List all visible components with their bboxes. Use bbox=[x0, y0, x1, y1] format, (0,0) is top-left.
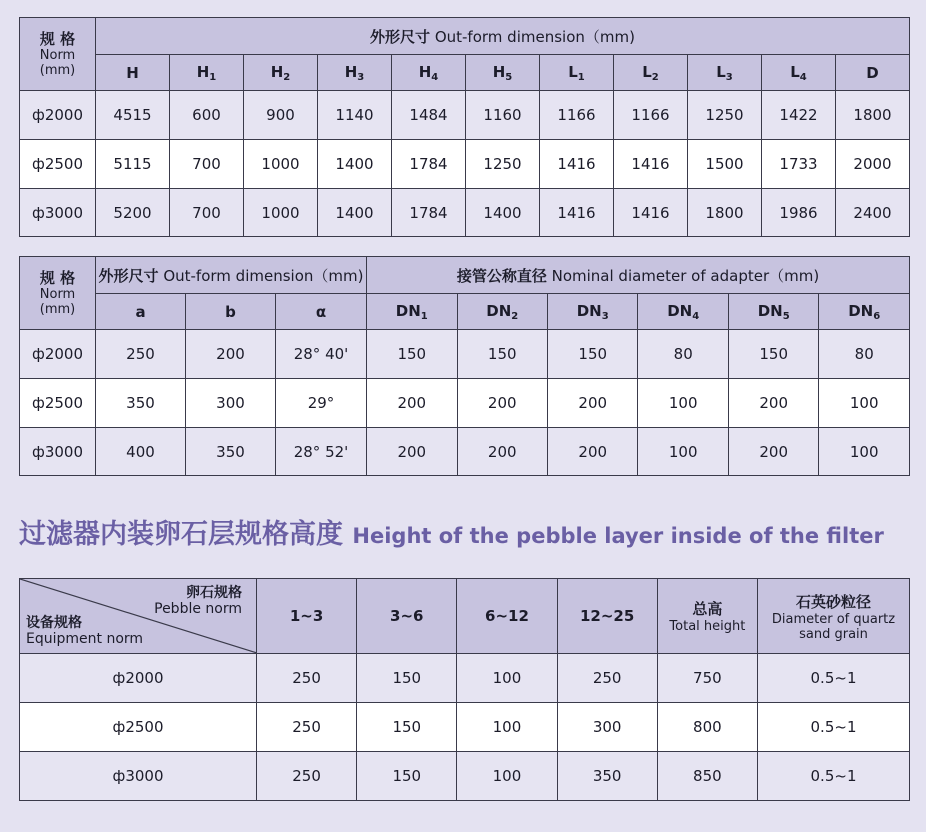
value-cell: 150 bbox=[357, 752, 457, 801]
value-cell: 1160 bbox=[466, 91, 540, 140]
value-cell: 150 bbox=[367, 330, 457, 379]
column-header-subscript: 1 bbox=[420, 310, 428, 322]
column-header-subscript: 3 bbox=[601, 310, 609, 322]
column-header bbox=[318, 55, 392, 91]
column-header bbox=[836, 55, 910, 91]
value-cell: 1400 bbox=[318, 140, 392, 189]
norm-header-cell bbox=[20, 18, 96, 91]
column-header bbox=[276, 294, 367, 330]
column-header-subscript: 3 bbox=[357, 71, 365, 83]
value-cell: 1733 bbox=[762, 140, 836, 189]
adapter-group-en: Nominal diameter of adapter（mm) bbox=[551, 266, 820, 285]
column-header bbox=[466, 55, 540, 91]
outform-group-en: Out-form dimension（mm) bbox=[163, 266, 364, 285]
spec-cell: ф3000 bbox=[20, 752, 257, 801]
equipment-norm-en: Equipment norm bbox=[26, 631, 144, 647]
column-header bbox=[244, 55, 318, 91]
value-cell: 150 bbox=[728, 330, 818, 379]
table-row bbox=[20, 654, 910, 703]
value-cell: 1416 bbox=[614, 140, 688, 189]
column-header-subscript: 5 bbox=[505, 71, 513, 83]
value-cell: 1784 bbox=[392, 189, 466, 237]
value-cell: 1416 bbox=[540, 140, 614, 189]
column-header-label: H bbox=[196, 62, 210, 81]
pebble-norm-zh: 卵石规格 bbox=[186, 585, 242, 601]
pebble-size-header: 12~25 bbox=[557, 579, 657, 654]
value-cell: 100 bbox=[638, 428, 728, 476]
value-cell: 1484 bbox=[392, 91, 466, 140]
adapter-group-header bbox=[367, 257, 910, 294]
value-cell: 250 bbox=[257, 703, 357, 752]
table-row bbox=[20, 428, 910, 476]
table-row bbox=[20, 703, 910, 752]
value-cell: 29° bbox=[276, 379, 367, 428]
outform-group-en: Out-form dimension（mm) bbox=[434, 27, 635, 46]
value-cell: 1000 bbox=[244, 140, 318, 189]
column-header-subscript: 4 bbox=[692, 310, 700, 322]
spec-cell: ф2500 bbox=[20, 703, 257, 752]
table-row bbox=[20, 189, 910, 237]
value-cell: 5200 bbox=[96, 189, 170, 237]
value-cell: 1140 bbox=[318, 91, 392, 140]
outform-group-header bbox=[96, 257, 367, 294]
quartz-diameter-zh: 石英砂粒径 bbox=[795, 592, 871, 611]
column-header-label: a bbox=[135, 302, 146, 321]
quartz-diameter-en: Diameter of quartz bbox=[771, 611, 896, 627]
value-cell: 200 bbox=[547, 379, 637, 428]
table-row bbox=[20, 752, 910, 801]
column-header bbox=[638, 294, 728, 330]
column-header-row bbox=[20, 579, 910, 654]
value-cell: 0.5~1 bbox=[758, 654, 910, 703]
pebble-norm-label bbox=[154, 585, 242, 617]
value-cell: 150 bbox=[547, 330, 637, 379]
value-cell: 350 bbox=[557, 752, 657, 801]
column-header bbox=[457, 294, 547, 330]
column-header-label: DN bbox=[576, 301, 602, 320]
column-header-label: L bbox=[568, 62, 578, 81]
value-cell: 1400 bbox=[466, 189, 540, 237]
column-header bbox=[96, 294, 186, 330]
value-cell: 600 bbox=[170, 91, 244, 140]
value-cell: 1166 bbox=[614, 91, 688, 140]
value-cell: 100 bbox=[638, 379, 728, 428]
column-header-label: DN bbox=[757, 301, 783, 320]
column-header bbox=[688, 55, 762, 91]
value-cell: 200 bbox=[547, 428, 637, 476]
value-cell: 1422 bbox=[762, 91, 836, 140]
spec-cell: ф2000 bbox=[20, 91, 96, 140]
column-header-label: H bbox=[126, 63, 139, 82]
value-cell: 100 bbox=[819, 379, 910, 428]
value-cell: 850 bbox=[657, 752, 757, 801]
column-header bbox=[186, 294, 276, 330]
column-header bbox=[540, 55, 614, 91]
column-header-subscript: 4 bbox=[799, 71, 807, 83]
value-cell: 1986 bbox=[762, 189, 836, 237]
diagonal-corner bbox=[20, 579, 256, 653]
value-cell: 200 bbox=[186, 330, 276, 379]
table-row bbox=[20, 330, 910, 379]
value-cell: 80 bbox=[819, 330, 910, 379]
spec-cell: ф2000 bbox=[20, 654, 257, 703]
value-cell: 700 bbox=[170, 140, 244, 189]
column-header bbox=[392, 55, 466, 91]
value-cell: 1400 bbox=[318, 189, 392, 237]
column-header-row bbox=[20, 55, 910, 91]
column-header-label: DN bbox=[395, 301, 421, 320]
column-header-subscript: 2 bbox=[283, 71, 291, 83]
table-body bbox=[20, 91, 910, 237]
column-header-label: L bbox=[716, 62, 726, 81]
value-cell: 350 bbox=[96, 379, 186, 428]
column-header-subscript: 2 bbox=[651, 71, 659, 83]
value-cell: 4515 bbox=[96, 91, 170, 140]
column-header-label: H bbox=[270, 62, 284, 81]
column-header-label: H bbox=[418, 62, 432, 81]
column-header-subscript: 1 bbox=[209, 71, 217, 83]
column-header bbox=[819, 294, 910, 330]
value-cell: 1416 bbox=[614, 189, 688, 237]
section-title-zh: 过滤器内装卵石层规格高度 bbox=[19, 519, 343, 550]
outform-group-zh: 外形尺寸 bbox=[98, 266, 159, 285]
quartz-diameter-en: sand grain bbox=[799, 626, 868, 642]
value-cell: 1800 bbox=[688, 189, 762, 237]
column-header-subscript: 4 bbox=[431, 71, 439, 83]
column-header-subscript: 5 bbox=[782, 310, 790, 322]
pebble-size-header: 3~6 bbox=[357, 579, 457, 654]
column-header-subscript: 3 bbox=[725, 71, 733, 83]
spec-cell: ф2000 bbox=[20, 330, 96, 379]
total-height-en: Total height bbox=[669, 619, 746, 634]
value-cell: 400 bbox=[96, 428, 186, 476]
spec-cell: ф2500 bbox=[20, 379, 96, 428]
value-cell: 300 bbox=[557, 703, 657, 752]
value-cell: 350 bbox=[186, 428, 276, 476]
total-height-zh: 总高 bbox=[692, 600, 723, 618]
column-header-row bbox=[20, 294, 910, 330]
value-cell: 80 bbox=[638, 330, 728, 379]
equipment-norm-label bbox=[26, 615, 143, 647]
column-header-label: α bbox=[315, 302, 327, 321]
column-header-subscript: 1 bbox=[577, 71, 585, 83]
value-cell: 2000 bbox=[836, 140, 910, 189]
value-cell: 200 bbox=[728, 428, 818, 476]
value-cell: 250 bbox=[257, 654, 357, 703]
norm-header-en: Norm bbox=[39, 48, 76, 63]
spec-cell: ф3000 bbox=[20, 428, 96, 476]
outform-group-header bbox=[96, 18, 910, 55]
value-cell: 0.5~1 bbox=[758, 752, 910, 801]
pebble-norm-en: Pebble norm bbox=[154, 601, 242, 617]
section-title-en: Height of the pebble layer inside of the filter bbox=[352, 524, 884, 548]
value-cell: 150 bbox=[357, 654, 457, 703]
column-header bbox=[762, 55, 836, 91]
value-cell: 100 bbox=[819, 428, 910, 476]
diagonal-corner-cell bbox=[20, 579, 257, 654]
adapter-diameter-table bbox=[19, 256, 910, 476]
value-cell: 200 bbox=[367, 428, 457, 476]
column-header bbox=[614, 55, 688, 91]
value-cell: 1784 bbox=[392, 140, 466, 189]
pebble-size-header: 6~12 bbox=[457, 579, 557, 654]
column-header-label: L bbox=[790, 62, 800, 81]
column-header-label: H bbox=[344, 62, 358, 81]
value-cell: 28° 52' bbox=[276, 428, 367, 476]
value-cell: 700 bbox=[170, 189, 244, 237]
value-cell: 0.5~1 bbox=[758, 703, 910, 752]
pebble-size-header: 1~3 bbox=[257, 579, 357, 654]
column-header bbox=[728, 294, 818, 330]
value-cell: 100 bbox=[457, 703, 557, 752]
value-cell: 1800 bbox=[836, 91, 910, 140]
value-cell: 200 bbox=[728, 379, 818, 428]
value-cell: 1416 bbox=[540, 189, 614, 237]
section-title bbox=[19, 512, 884, 551]
value-cell: 2400 bbox=[836, 189, 910, 237]
norm-header-zh: 规 格 bbox=[39, 269, 76, 287]
value-cell: 250 bbox=[557, 654, 657, 703]
value-cell: 150 bbox=[357, 703, 457, 752]
value-cell: 5115 bbox=[96, 140, 170, 189]
pebble-layer-table bbox=[19, 578, 910, 801]
column-header-label: b bbox=[225, 302, 236, 321]
norm-header-unit: (mm) bbox=[39, 302, 76, 317]
table-row bbox=[20, 140, 910, 189]
table-body bbox=[20, 330, 910, 476]
quartz-diameter-header bbox=[758, 579, 910, 654]
outform-group-zh: 外形尺寸 bbox=[370, 27, 431, 46]
column-header-label: H bbox=[492, 62, 506, 81]
value-cell: 1166 bbox=[540, 91, 614, 140]
value-cell: 250 bbox=[96, 330, 186, 379]
adapter-group-zh: 接管公称直径 bbox=[456, 266, 547, 285]
value-cell: 1500 bbox=[688, 140, 762, 189]
norm-header-unit: (mm) bbox=[39, 63, 76, 78]
column-header bbox=[367, 294, 457, 330]
value-cell: 200 bbox=[457, 428, 547, 476]
norm-header-cell bbox=[20, 257, 96, 330]
column-header-label: L bbox=[642, 62, 652, 81]
column-header-label: DN bbox=[667, 301, 693, 320]
column-header bbox=[547, 294, 637, 330]
table-body bbox=[20, 654, 910, 801]
table-row bbox=[20, 379, 910, 428]
value-cell: 28° 40' bbox=[276, 330, 367, 379]
value-cell: 1250 bbox=[688, 91, 762, 140]
column-header-subscript: 6 bbox=[873, 310, 881, 322]
table-row bbox=[20, 91, 910, 140]
value-cell: 150 bbox=[457, 330, 547, 379]
value-cell: 300 bbox=[186, 379, 276, 428]
value-cell: 250 bbox=[257, 752, 357, 801]
value-cell: 800 bbox=[657, 703, 757, 752]
total-height-header bbox=[657, 579, 757, 654]
value-cell: 100 bbox=[457, 654, 557, 703]
value-cell: 900 bbox=[244, 91, 318, 140]
spec-cell: ф2500 bbox=[20, 140, 96, 189]
value-cell: 100 bbox=[457, 752, 557, 801]
outform-dimension-table bbox=[19, 17, 910, 237]
column-header bbox=[96, 55, 170, 91]
norm-header-zh: 规 格 bbox=[39, 30, 76, 48]
value-cell: 200 bbox=[457, 379, 547, 428]
column-header-subscript: 2 bbox=[511, 310, 519, 322]
column-header-label: DN bbox=[486, 301, 512, 320]
value-cell: 200 bbox=[367, 379, 457, 428]
norm-header-en: Norm bbox=[39, 287, 76, 302]
column-header bbox=[170, 55, 244, 91]
column-header-label: DN bbox=[848, 301, 874, 320]
value-cell: 1250 bbox=[466, 140, 540, 189]
value-cell: 1000 bbox=[244, 189, 318, 237]
equipment-norm-zh: 设备规格 bbox=[26, 615, 82, 631]
spec-cell: ф3000 bbox=[20, 189, 96, 237]
column-header-label: D bbox=[866, 63, 879, 82]
value-cell: 750 bbox=[657, 654, 757, 703]
